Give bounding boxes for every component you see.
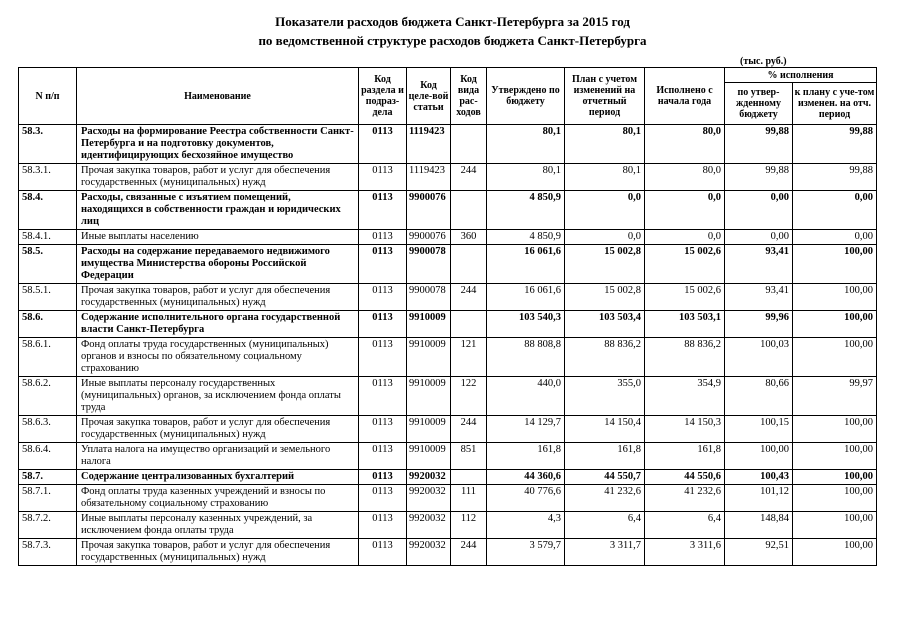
row-plan: 80,1: [565, 164, 645, 191]
row-executed: 44 550,6: [645, 470, 725, 485]
row-executed: 80,0: [645, 164, 725, 191]
table-row: [19, 191, 877, 230]
row-pct-approved: 93,41: [725, 245, 793, 284]
row-number: 58.6.4.: [19, 443, 77, 470]
row-statya-code: 9920032: [407, 539, 451, 566]
row-approved: 4 850,9: [487, 191, 565, 230]
row-plan: 3 311,7: [565, 539, 645, 566]
row-pct-plan: 0,00: [793, 230, 877, 245]
row-razdel-code: 0113: [359, 512, 407, 539]
row-razdel-code: 0113: [359, 539, 407, 566]
row-vid-code: 121: [451, 338, 487, 377]
row-pct-plan: 100,00: [793, 485, 877, 512]
row-vid-code: [451, 191, 487, 230]
row-pct-plan: 100,00: [793, 245, 877, 284]
row-statya-code: 9900076: [407, 230, 451, 245]
row-executed: 41 232,6: [645, 485, 725, 512]
row-razdel-code: 0113: [359, 284, 407, 311]
table-row: [19, 338, 877, 377]
row-pct-plan: 100,00: [793, 416, 877, 443]
header-statya: Код целе-вой статьи: [407, 68, 451, 125]
row-executed: 15 002,6: [645, 284, 725, 311]
header-razdel: Код раздела и подраз-дела: [359, 68, 407, 125]
row-razdel-code: 0113: [359, 230, 407, 245]
row-plan: 6,4: [565, 512, 645, 539]
row-vid-code: 112: [451, 512, 487, 539]
row-executed: 103 503,1: [645, 311, 725, 338]
row-razdel-code: 0113: [359, 377, 407, 416]
row-statya-code: 9910009: [407, 377, 451, 416]
row-number: 58.4.1.: [19, 230, 77, 245]
row-statya-code: 1119423: [407, 164, 451, 191]
row-pct-plan: 100,00: [793, 338, 877, 377]
row-vid-code: 244: [451, 164, 487, 191]
units-label: (тыс. руб.): [740, 56, 787, 67]
row-plan: 0,0: [565, 191, 645, 230]
row-pct-approved: 100,43: [725, 470, 793, 485]
row-pct-approved: 80,66: [725, 377, 793, 416]
row-razdel-code: 0113: [359, 245, 407, 284]
row-statya-code: 9910009: [407, 338, 451, 377]
row-plan: 15 002,8: [565, 245, 645, 284]
row-pct-plan: 99,97: [793, 377, 877, 416]
row-approved: 16 061,6: [487, 284, 565, 311]
row-number: 58.7.2.: [19, 512, 77, 539]
row-plan: 0,0: [565, 230, 645, 245]
table-row: [19, 377, 877, 416]
row-vid-code: 851: [451, 443, 487, 470]
row-plan: 161,8: [565, 443, 645, 470]
row-vid-code: [451, 311, 487, 338]
row-vid-code: 244: [451, 416, 487, 443]
row-executed: 15 002,6: [645, 245, 725, 284]
row-vid-code: [451, 245, 487, 284]
table-row: [19, 416, 877, 443]
row-name: Прочая закупка товаров, работ и услуг для обеспечения государственных (муниципальных) нужд: [77, 539, 359, 566]
row-name: Содержание исполнительного органа государственной власти Санкт-Петербурга: [77, 311, 359, 338]
row-name: Прочая закупка товаров, работ и услуг для обеспечения государственных (муниципальных) нужд: [77, 284, 359, 311]
row-number: 58.5.1.: [19, 284, 77, 311]
row-plan: 15 002,8: [565, 284, 645, 311]
row-approved: 161,8: [487, 443, 565, 470]
row-pct-approved: 100,03: [725, 338, 793, 377]
table-row: [19, 539, 877, 566]
budget-table: [18, 67, 877, 566]
row-approved: 3 579,7: [487, 539, 565, 566]
row-vid-code: 244: [451, 284, 487, 311]
row-statya-code: 9900078: [407, 245, 451, 284]
row-pct-plan: 100,00: [793, 470, 877, 485]
row-approved: 103 540,3: [487, 311, 565, 338]
row-approved: 80,1: [487, 164, 565, 191]
row-razdel-code: 0113: [359, 485, 407, 512]
row-plan: 44 550,7: [565, 470, 645, 485]
row-statya-code: 9920032: [407, 512, 451, 539]
header-num: N п/п: [19, 68, 77, 125]
header-isp: Исполнено с начала года: [645, 68, 725, 125]
row-executed: 0,0: [645, 230, 725, 245]
header-pct-plan: к плану с уче-том изменен. на отч. период: [793, 83, 877, 125]
table-row: [19, 512, 877, 539]
row-executed: 6,4: [645, 512, 725, 539]
row-razdel-code: 0113: [359, 416, 407, 443]
row-razdel-code: 0113: [359, 338, 407, 377]
row-pct-approved: 101,12: [725, 485, 793, 512]
row-plan: 14 150,4: [565, 416, 645, 443]
row-executed: 3 311,6: [645, 539, 725, 566]
row-approved: 40 776,6: [487, 485, 565, 512]
page-subtitle: по ведомственной структуре расходов бюджета Санкт-Петербурга: [258, 33, 647, 48]
row-plan: 88 836,2: [565, 338, 645, 377]
table-row: [19, 311, 877, 338]
row-name: Иные выплаты персоналу казенных учреждений, за исключением фонда оплаты труда: [77, 512, 359, 539]
row-number: 58.3.1.: [19, 164, 77, 191]
row-statya-code: 9910009: [407, 443, 451, 470]
table-row: [19, 230, 877, 245]
header-pct-utv: по утвер-жденному бюджету: [725, 83, 793, 125]
row-approved: 4,3: [487, 512, 565, 539]
table-row: [19, 245, 877, 284]
row-approved: 44 360,6: [487, 470, 565, 485]
row-pct-approved: 99,88: [725, 164, 793, 191]
row-executed: 80,0: [645, 125, 725, 164]
row-plan: 103 503,4: [565, 311, 645, 338]
row-pct-approved: 100,15: [725, 416, 793, 443]
row-pct-approved: 99,88: [725, 125, 793, 164]
row-approved: 4 850,9: [487, 230, 565, 245]
row-razdel-code: 0113: [359, 191, 407, 230]
row-pct-approved: 148,84: [725, 512, 793, 539]
table-row: [19, 125, 877, 164]
row-name: Иные выплаты персоналу государственных (муниципальных) органов, за исключением фонда оплаты труда: [77, 377, 359, 416]
table-row: [19, 164, 877, 191]
row-approved: 80,1: [487, 125, 565, 164]
table-row: [19, 485, 877, 512]
row-number: 58.6.: [19, 311, 77, 338]
row-number: 58.6.3.: [19, 416, 77, 443]
row-razdel-code: 0113: [359, 443, 407, 470]
row-statya-code: 9910009: [407, 416, 451, 443]
row-pct-approved: 0,00: [725, 191, 793, 230]
row-number: 58.3.: [19, 125, 77, 164]
row-number: 58.6.1.: [19, 338, 77, 377]
row-name: Расходы на формирование Реестра собственности Санкт-Петербурга и на подготовку документов, идентифицирующих бесхозяйное имущество: [77, 125, 359, 164]
row-plan: 41 232,6: [565, 485, 645, 512]
header-plan: План с учетом изменений на отчетный период: [565, 68, 645, 125]
row-number: 58.7.: [19, 470, 77, 485]
header-pct-group: % исполнения: [725, 68, 877, 83]
row-pct-plan: 100,00: [793, 284, 877, 311]
row-executed: 14 150,3: [645, 416, 725, 443]
row-pct-plan: 100,00: [793, 539, 877, 566]
row-razdel-code: 0113: [359, 125, 407, 164]
row-name: Прочая закупка товаров, работ и услуг для обеспечения государственных (муниципальных) нужд: [77, 164, 359, 191]
row-pct-approved: 100,00: [725, 443, 793, 470]
header-utv: Утверждено по бюджету: [487, 68, 565, 125]
row-pct-plan: 0,00: [793, 191, 877, 230]
table-row: [19, 443, 877, 470]
row-statya-code: 9900076: [407, 191, 451, 230]
row-approved: 16 061,6: [487, 245, 565, 284]
row-statya-code: 9900078: [407, 284, 451, 311]
row-vid-code: 111: [451, 485, 487, 512]
row-name: Прочая закупка товаров, работ и услуг для обеспечения государственных (муниципальных) нужд: [77, 416, 359, 443]
row-approved: 440,0: [487, 377, 565, 416]
row-pct-plan: 100,00: [793, 512, 877, 539]
row-statya-code: 9920032: [407, 470, 451, 485]
row-executed: 354,9: [645, 377, 725, 416]
row-executed: 88 836,2: [645, 338, 725, 377]
row-pct-approved: 92,51: [725, 539, 793, 566]
row-pct-plan: 100,00: [793, 443, 877, 470]
row-plan: 355,0: [565, 377, 645, 416]
row-name: Расходы на содержание передаваемого недвижимого имущества Министерства обороны Российской Федерации: [77, 245, 359, 284]
row-number: 58.7.1.: [19, 485, 77, 512]
row-vid-code: 122: [451, 377, 487, 416]
row-plan: 80,1: [565, 125, 645, 164]
row-vid-code: [451, 470, 487, 485]
row-razdel-code: 0113: [359, 164, 407, 191]
table-row: [19, 470, 877, 485]
table-row: [19, 284, 877, 311]
row-vid-code: 360: [451, 230, 487, 245]
header-name: Наименование: [77, 68, 359, 125]
row-statya-code: 9920032: [407, 485, 451, 512]
row-number: 58.6.2.: [19, 377, 77, 416]
page-title: Показатели расходов бюджета Санкт-Петербурга за 2015 год: [275, 14, 630, 29]
row-vid-code: [451, 125, 487, 164]
row-pct-plan: 99,88: [793, 164, 877, 191]
row-pct-plan: 100,00: [793, 311, 877, 338]
row-approved: 88 808,8: [487, 338, 565, 377]
row-statya-code: 1119423: [407, 125, 451, 164]
row-pct-approved: 93,41: [725, 284, 793, 311]
row-name: Содержание централизованных бухгалтерий: [77, 470, 359, 485]
row-name: Расходы, связанные с изъятием помещений, находящихся в собственности граждан и юридических лиц: [77, 191, 359, 230]
row-executed: 0,0: [645, 191, 725, 230]
row-number: 58.7.3.: [19, 539, 77, 566]
row-number: 58.5.: [19, 245, 77, 284]
row-name: Фонд оплаты труда государственных (муниципальных) органов и взносы по обязательному социальному страхованию: [77, 338, 359, 377]
row-name: Иные выплаты населению: [77, 230, 359, 245]
header-vid: Код вида рас-ходов: [451, 68, 487, 125]
row-razdel-code: 0113: [359, 470, 407, 485]
row-pct-plan: 99,88: [793, 125, 877, 164]
row-pct-approved: 99,96: [725, 311, 793, 338]
row-executed: 161,8: [645, 443, 725, 470]
row-statya-code: 9910009: [407, 311, 451, 338]
row-razdel-code: 0113: [359, 311, 407, 338]
row-vid-code: 244: [451, 539, 487, 566]
row-name: Уплата налога на имущество организаций и земельного налога: [77, 443, 359, 470]
row-approved: 14 129,7: [487, 416, 565, 443]
row-name: Фонд оплаты труда казенных учреждений и взносы по обязательному социальному страхованию: [77, 485, 359, 512]
row-number: 58.4.: [19, 191, 77, 230]
row-pct-approved: 0,00: [725, 230, 793, 245]
